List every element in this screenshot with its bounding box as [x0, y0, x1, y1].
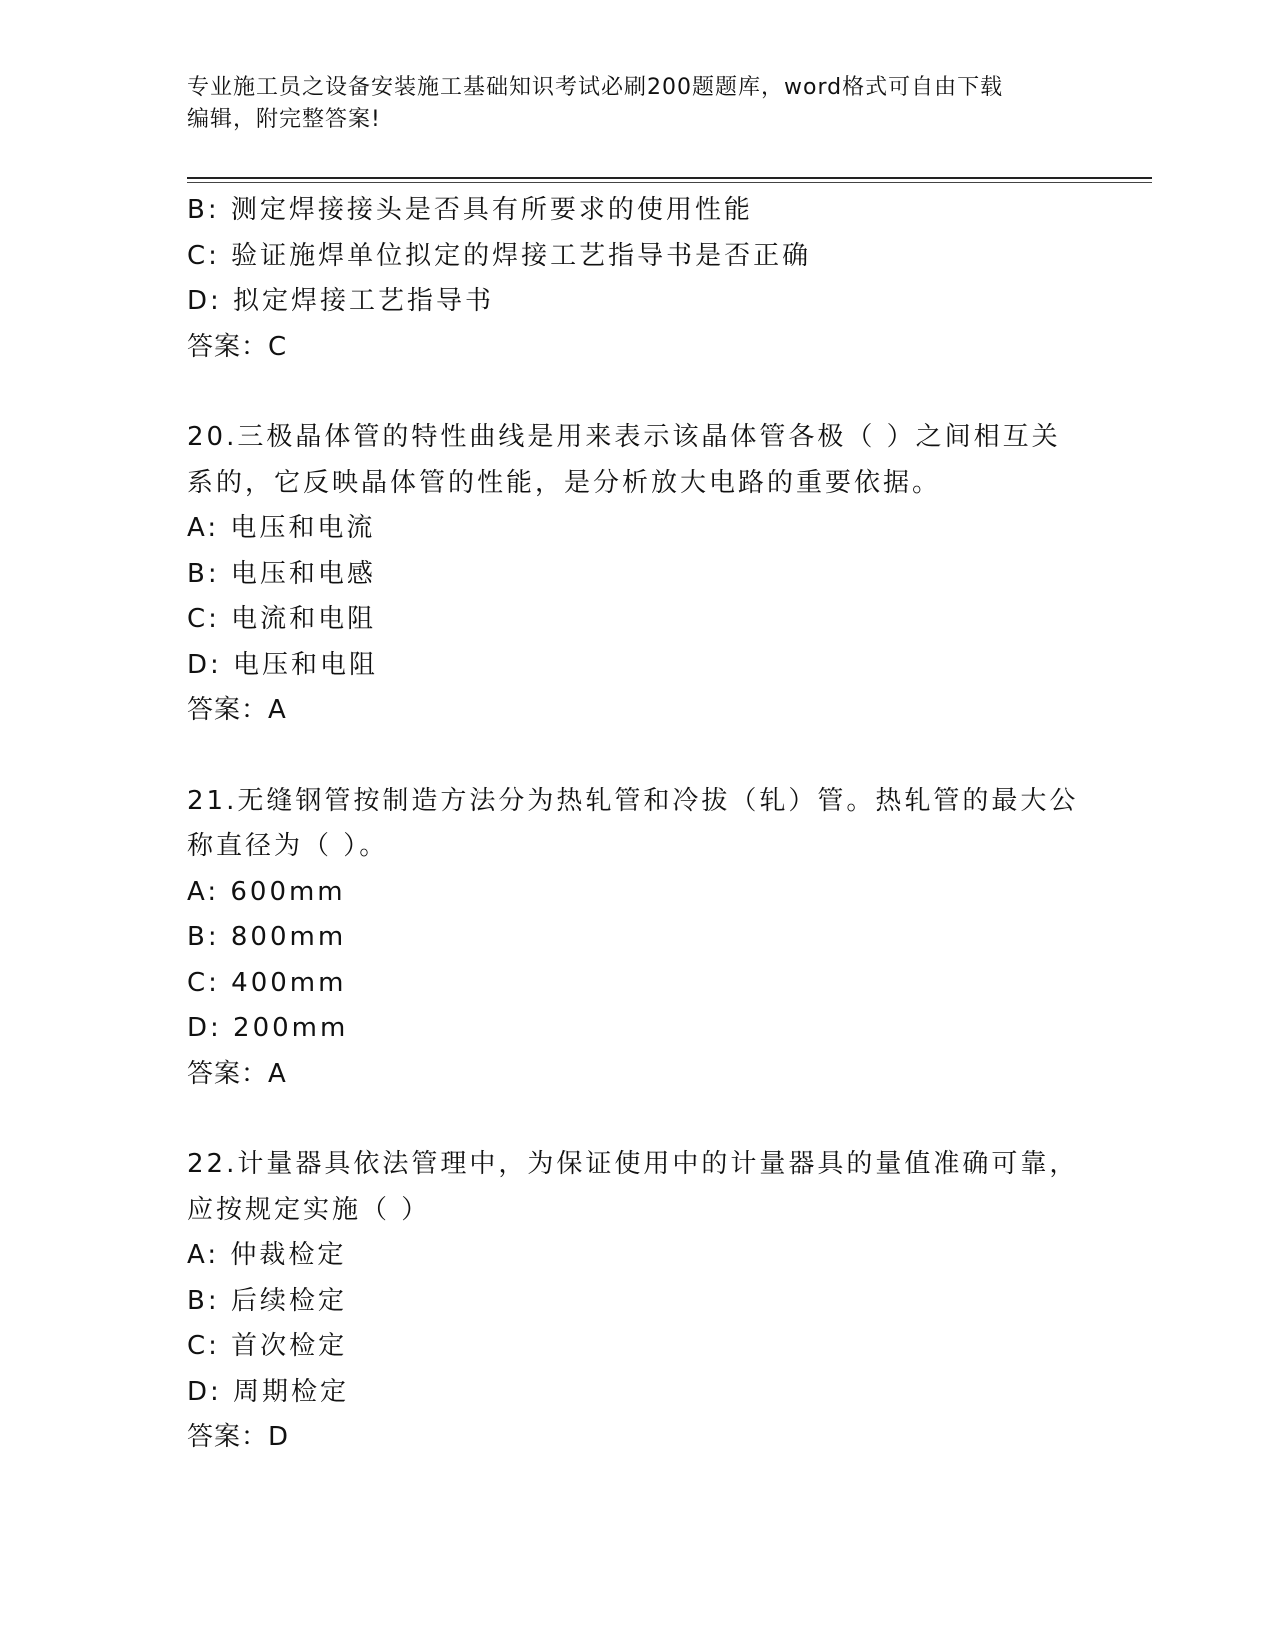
answer-line: 答案：A — [187, 1058, 287, 1089]
option-a: A: 电压和电流 — [187, 513, 376, 543]
option-d: D: 200mm — [187, 1013, 349, 1043]
option-a: A: 600mm — [187, 876, 346, 907]
question-stem-line-1: 20.三极晶体管的特性曲线是用来表示该晶体管各极（ ）之间相互关 — [187, 422, 1061, 452]
option-d: D: 周期检定 — [187, 1376, 350, 1407]
question-21 — [187, 779, 1087, 1098]
question-stem-line-2: 称直径为（ ）。 — [187, 831, 389, 861]
question-22 — [187, 1142, 1087, 1461]
option-d: D: 电压和电阻 — [187, 649, 379, 680]
header-divider-thin — [187, 182, 1152, 183]
answer-line: 答案：C — [187, 331, 288, 362]
option-c: C: 首次检定 — [187, 1331, 348, 1361]
question-stem-line-1: 21.无缝钢管按制造方法分为热轧管和冷拔（轧）管。热轧管的最大公 — [187, 785, 1079, 816]
question-stem-line-2: 应按规定实施（ ） — [187, 1194, 431, 1225]
question-stem-line-2: 系的，它反映晶体管的性能，是分析放大电路的重要依据。 — [187, 467, 942, 498]
header-divider-thick — [187, 177, 1152, 179]
option-b: B: 后续检定 — [187, 1285, 347, 1316]
option-b: B: 测定焊接接头是否具有所要求的使用性能 — [187, 195, 753, 225]
option-c: C: 400mm — [187, 967, 347, 998]
header-title-line-2: 编辑，附完整答案! — [187, 107, 381, 132]
document-body — [187, 188, 1087, 1461]
option-c: C: 验证施焊单位拟定的焊接工艺指导书是否正确 — [187, 240, 812, 271]
question-19-tail — [187, 188, 1087, 370]
header-title-line-1: 专业施工员之设备安装施工基础知识考试必刷200题题库，word格式可自由下载 — [187, 75, 1004, 100]
option-b: B: 电压和电感 — [187, 558, 376, 589]
question-stem-line-1: 22.计量器具依法管理中，为保证使用中的计量器具的量值准确可靠， — [187, 1149, 1079, 1179]
answer-line: 答案：D — [187, 1422, 290, 1452]
option-c: C: 电流和电阻 — [187, 604, 377, 634]
document-header — [187, 72, 1067, 136]
question-20 — [187, 415, 1087, 734]
option-d: D: 拟定焊接工艺指导书 — [187, 286, 495, 316]
option-a: A: 仲裁检定 — [187, 1240, 347, 1270]
answer-line: 答案：A — [187, 695, 287, 725]
option-b: B: 800mm — [187, 922, 347, 952]
